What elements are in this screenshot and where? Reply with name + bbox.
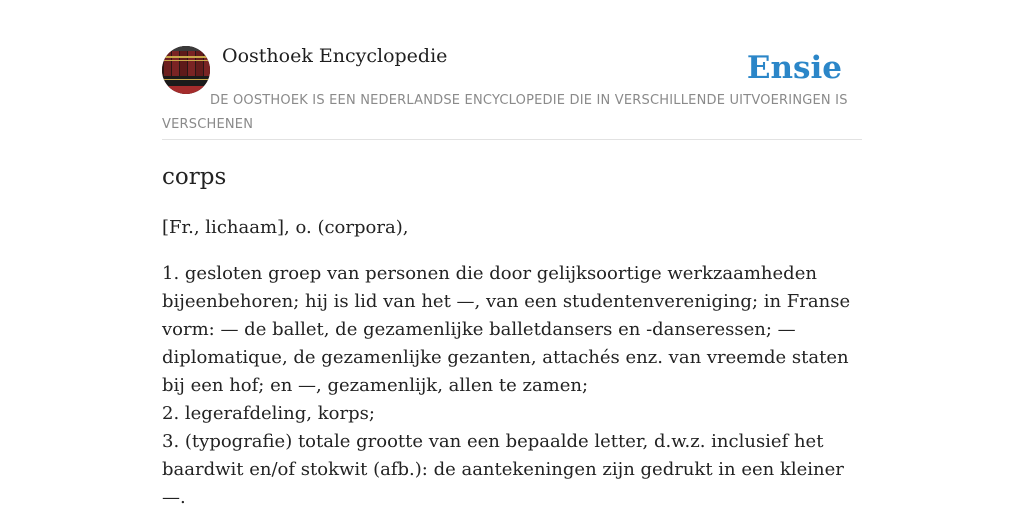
entry-container — [162, 0, 862, 508]
entry-definition — [162, 214, 862, 512]
source-description: DE OOSTHOEK IS EEN NEDERLANDSE ENCYCLOPEDIE DIE IN VERSCHILLENDE UITVOERINGEN IS VERSCHENEN — [162, 93, 848, 132]
encyclopedia-books-icon[interactable] — [162, 46, 210, 94]
sense-3: 3. (typografie) totale grootte van een bepaalde letter, d.w.z. inclusief het baardwit en/of stokwit (afb.): de aantekeningen zijn gedrukt in een kleiner —. — [162, 431, 844, 508]
brand-logo[interactable]: Ensie — [746, 50, 842, 86]
source-title[interactable]: Oosthoek Encyclopedie — [222, 45, 448, 67]
entry-etymology: [Fr., lichaam], o. (corpora), — [162, 217, 409, 238]
sense-1: 1. gesloten groep van personen die door gelijksoortige werkzaamheden bijeenbehoren; hij is lid van het —, van een studentenvereniging; in Franse vorm: — de ballet, de gezamenlijke balletdansers en -danseressen; — diplomatique, de gezamenlijke gezanten, attachés enz. van vreemde staten bij een hof; en —, gezamenlijk, allen te zamen; — [162, 263, 851, 396]
entry-term: corps — [162, 164, 227, 190]
source-header — [162, 0, 862, 140]
sense-2: 2. legerafdeling, korps; — [162, 403, 375, 424]
entry-senses — [162, 260, 862, 512]
